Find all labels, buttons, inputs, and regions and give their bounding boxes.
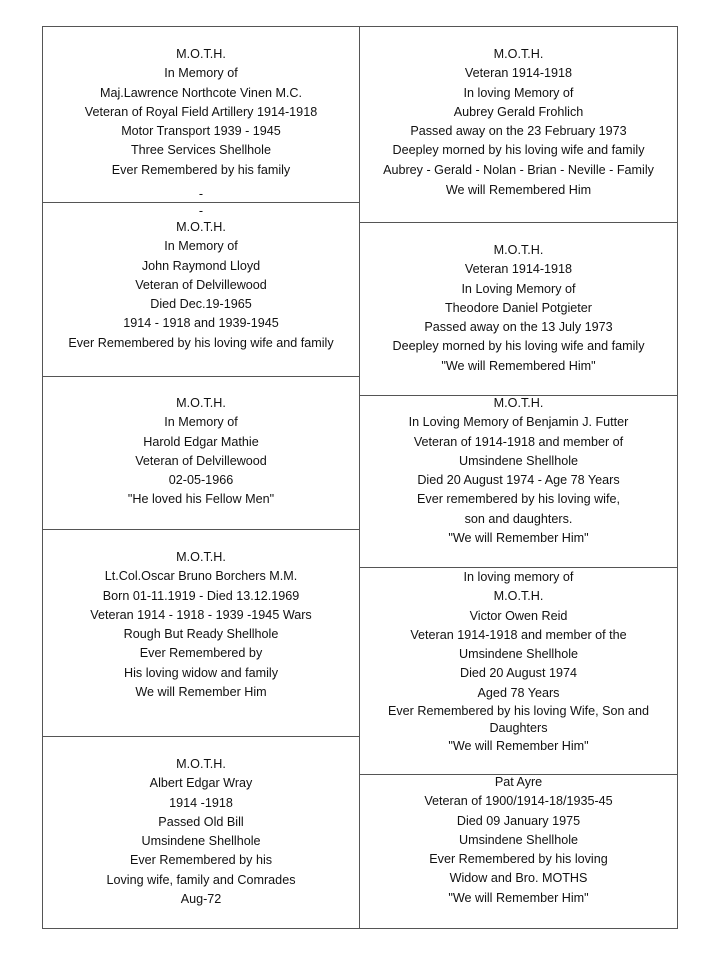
memorial-entry-lloyd (43, 205, 359, 353)
entry-line: Umsindene Shellhole (458, 453, 578, 468)
entry-line: Umsindene Shellhole (141, 834, 261, 849)
entry-line: "We will Remember Him" (448, 531, 589, 546)
entry-line: Aged 78 Years (477, 685, 560, 700)
entry-line: Umsindene Shellhole (458, 832, 578, 847)
entry-line: Passed away on the 13 July 1973 (424, 320, 613, 335)
entry-line: M.O.T.H. (493, 589, 544, 604)
entry-line: In Loving Memory of Benjamin J. Futter (408, 415, 629, 430)
entry-line: Veteran 1914 - 1918 - 1939 -1945 Wars (90, 607, 312, 622)
entry-line: - (198, 187, 204, 202)
entry-line: Pat Ayre (494, 775, 543, 789)
entry-line: M.O.T.H. (493, 396, 544, 410)
memorial-entry-reid (360, 568, 677, 756)
memorial-entry-wray (43, 755, 359, 909)
memorial-entry-ayre (360, 773, 677, 908)
entry-line: Ever Remembered by his (129, 853, 273, 868)
entry-line: Rough But Ready Shellhole (123, 627, 279, 642)
entry-line: 1914 -1918 (169, 795, 233, 810)
entry-line: "We will Remembered Him" (441, 358, 596, 373)
entry-line: We will Remember Him (135, 685, 267, 700)
row-divider (43, 529, 359, 530)
entry-line: Aug-72 (180, 892, 222, 907)
entry-line: 02-05-1966 (168, 473, 234, 488)
entry-line: Harold Edgar Mathie (143, 434, 259, 449)
entry-line: His loving widow and family (124, 665, 278, 680)
entry-line: Veteran 1914-1918 and member of the (410, 627, 627, 642)
entry-line: "We will Remember Him" (448, 890, 589, 905)
entry-line: Died Dec.19-1965 (150, 297, 252, 312)
entry-line: Veteran 1914-1918 (464, 66, 573, 81)
entry-line: Theodore Daniel Potgieter (444, 300, 593, 315)
memorial-entry-vinen (43, 45, 359, 204)
entry-line: Ever remembered by his loving wife, (417, 492, 620, 507)
memorial-entry-futter (360, 394, 677, 548)
entry-line: Maj.Lawrence Northcote Vinen M.C. (99, 85, 303, 100)
memorial-entry-mathie (43, 394, 359, 510)
entry-line: In Memory of (164, 239, 238, 254)
entry-line: Daughters (489, 721, 548, 736)
entry-line: John Raymond Lloyd (141, 258, 261, 273)
entry-line: Ever Remembered by his family (111, 162, 291, 177)
entry-line: "We will Remember Him" (448, 739, 589, 754)
entry-line: Ever Remembered by (139, 646, 263, 661)
entry-line: Ever Remembered by his loving wife and family (68, 335, 334, 350)
entry-line: Three Services Shellhole (130, 143, 271, 158)
row-divider (43, 736, 359, 737)
entry-line: M.O.T.H. (176, 757, 226, 771)
memorial-entry-potgieter (360, 241, 677, 376)
entry-line: Victor Owen Reid (469, 608, 568, 623)
entry-line: Veteran of 1914-1918 and member of (413, 434, 624, 449)
entry-line: Veteran of Delvillewood (135, 453, 267, 468)
entry-line: Born 01-11.1919 - Died 13.12.1969 (102, 588, 300, 603)
entry-line: Loving wife, family and Comrades (106, 872, 296, 887)
entry-line: Deepley morned by his loving wife and family (392, 339, 645, 354)
entry-line: M.O.T.H. (493, 47, 544, 61)
entry-line: M.O.T.H. (493, 243, 544, 257)
entry-line: Veteran of 1900/1914-18/1935-45 (424, 794, 613, 809)
memorial-entry-frohlich (360, 45, 677, 200)
entry-line: "He loved his Fellow Men" (127, 492, 275, 507)
entry-line: M.O.T.H. (176, 47, 226, 61)
entry-line: Veteran 1914-1918 (464, 262, 573, 277)
entry-line: - (198, 204, 204, 218)
entry-line: Deepley morned by his loving wife and family (392, 143, 645, 158)
entry-line: Passed Old Bill (158, 814, 244, 829)
entry-line: son and daughters. (464, 511, 573, 526)
entry-line: Albert Edgar Wray (149, 776, 253, 791)
entry-line: In Memory of (164, 415, 238, 430)
entry-line: Passed away on the 23 February 1973 (410, 124, 627, 139)
entry-line: Aubrey Gerald Frohlich (453, 104, 584, 119)
entry-line: Aubrey - Gerald - Nolan - Brian - Neville - Family (383, 162, 654, 177)
entry-line: M.O.T.H. (176, 396, 226, 410)
row-divider (43, 376, 359, 377)
memorial-entry-borchers (43, 548, 359, 702)
entry-line: M.O.T.H. (176, 220, 226, 234)
row-divider (360, 222, 677, 223)
entry-line: Umsindene Shellhole (458, 647, 578, 662)
entry-line: In Memory of (164, 66, 238, 81)
entry-line: Died 09 January 1975 (456, 813, 581, 828)
entry-line: In loving Memory of (463, 85, 574, 100)
entry-line: Widow and Bro. MOTHS (449, 871, 588, 886)
entry-line: Ever Remembered by his loving Wife, Son and (387, 704, 650, 719)
entry-line: Veteran of Delvillewood (135, 277, 267, 292)
entry-line: 1914 - 1918 and 1939-1945 (123, 316, 279, 331)
entry-line: Lt.Col.Oscar Bruno Borchers M.M. (104, 569, 298, 584)
entry-line: In loving memory of (463, 570, 574, 584)
entry-line: Died 20 August 1974 (460, 666, 577, 681)
entry-line: Motor Transport 1939 - 1945 (121, 124, 281, 139)
entry-line: M.O.T.H. (176, 550, 226, 564)
entry-line: Veteran of Royal Field Artillery 1914-1918 (84, 104, 318, 119)
entry-line: In Loving Memory of (461, 281, 576, 296)
entry-line: Died 20 August 1974 - Age 78 Years (417, 473, 620, 488)
entry-line: We will Remembered Him (445, 183, 592, 198)
entry-line: Ever Remembered by his loving (429, 852, 608, 867)
